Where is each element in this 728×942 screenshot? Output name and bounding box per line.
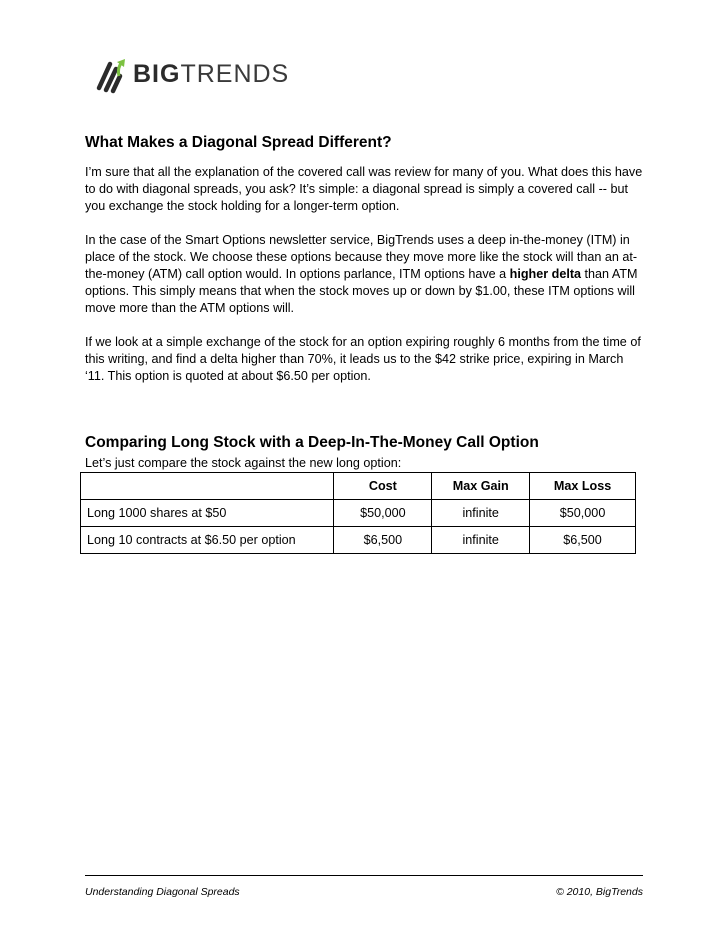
section-heading-diagonal-spread: What Makes a Diagonal Spread Different?	[85, 134, 392, 151]
table-row	[81, 500, 636, 527]
table-header-cell	[81, 473, 334, 500]
logo-wordmark	[133, 52, 289, 96]
table-cell-max-gain: infinite	[432, 500, 530, 527]
footer-document-title: Understanding Diagonal Spreads	[85, 886, 240, 898]
table-header-row	[81, 473, 636, 500]
bigtrends-logo-icon	[95, 54, 129, 94]
higher-delta-emphasis: higher delta	[509, 267, 582, 281]
table-row	[81, 527, 636, 554]
comparison-table	[80, 472, 636, 554]
logo-big: BIG	[133, 60, 181, 88]
table-cell-cost: $50,000	[334, 500, 432, 527]
footer-copyright: © 2010, BigTrends	[556, 886, 643, 898]
paragraph-smart-options	[85, 232, 645, 317]
table-cell-position: Long 10 contracts at $6.50 per option	[81, 527, 334, 554]
footer-divider	[85, 875, 643, 876]
table-header-max-loss: Max Loss	[530, 473, 636, 500]
paragraph-delta-strike: If we look at a simple exchange of the stock for an option expiring roughly 6 months from the time of this writing, and find a delta higher than 70%, it leads us to the $42 strike price, expiring in March ‘11. This option is quoted at about $6.50 per option.	[85, 335, 641, 383]
bigtrends-logo	[95, 52, 289, 96]
table-cell-max-loss: $6,500	[530, 527, 636, 554]
paragraph-smart-options-part1: In the case of the Smart Options newsletter service, BigTrends uses a deep in-the-money (ITM) in place of the stock. We choose these options because they move more like the stock will than an at-the-money (ATM) call option would. In options parlance, ITM options have a	[85, 233, 638, 281]
paragraph-smart-options-part2: than ATM options. This simply means that when the stock moves up or down by $1.00, these ITM options will move more than the ATM options will.	[85, 267, 638, 315]
table-cell-max-gain: infinite	[432, 527, 530, 554]
table-cell-cost: $6,500	[334, 527, 432, 554]
paragraph-compare-intro: Let’s just compare the stock against the new long option:	[85, 456, 402, 470]
table-cell-max-loss: $50,000	[530, 500, 636, 527]
logo-trends: TRENDS	[180, 60, 290, 88]
document-body	[85, 133, 645, 472]
table-cell-position: Long 1000 shares at $50	[81, 500, 334, 527]
table-header-cost: Cost	[334, 473, 432, 500]
table-header-max-gain: Max Gain	[432, 473, 530, 500]
paragraph-covered-call: I’m sure that all the explanation of the covered call was review for many of you. What does this have to do with diagonal spreads, you ask? It’s simple: a diagonal spread is simply a covered call -- but you exchange the stock holding for a longer-term option.	[85, 165, 643, 213]
section-heading-comparing: Comparing Long Stock with a Deep-In-The-Money Call Option	[85, 434, 539, 451]
